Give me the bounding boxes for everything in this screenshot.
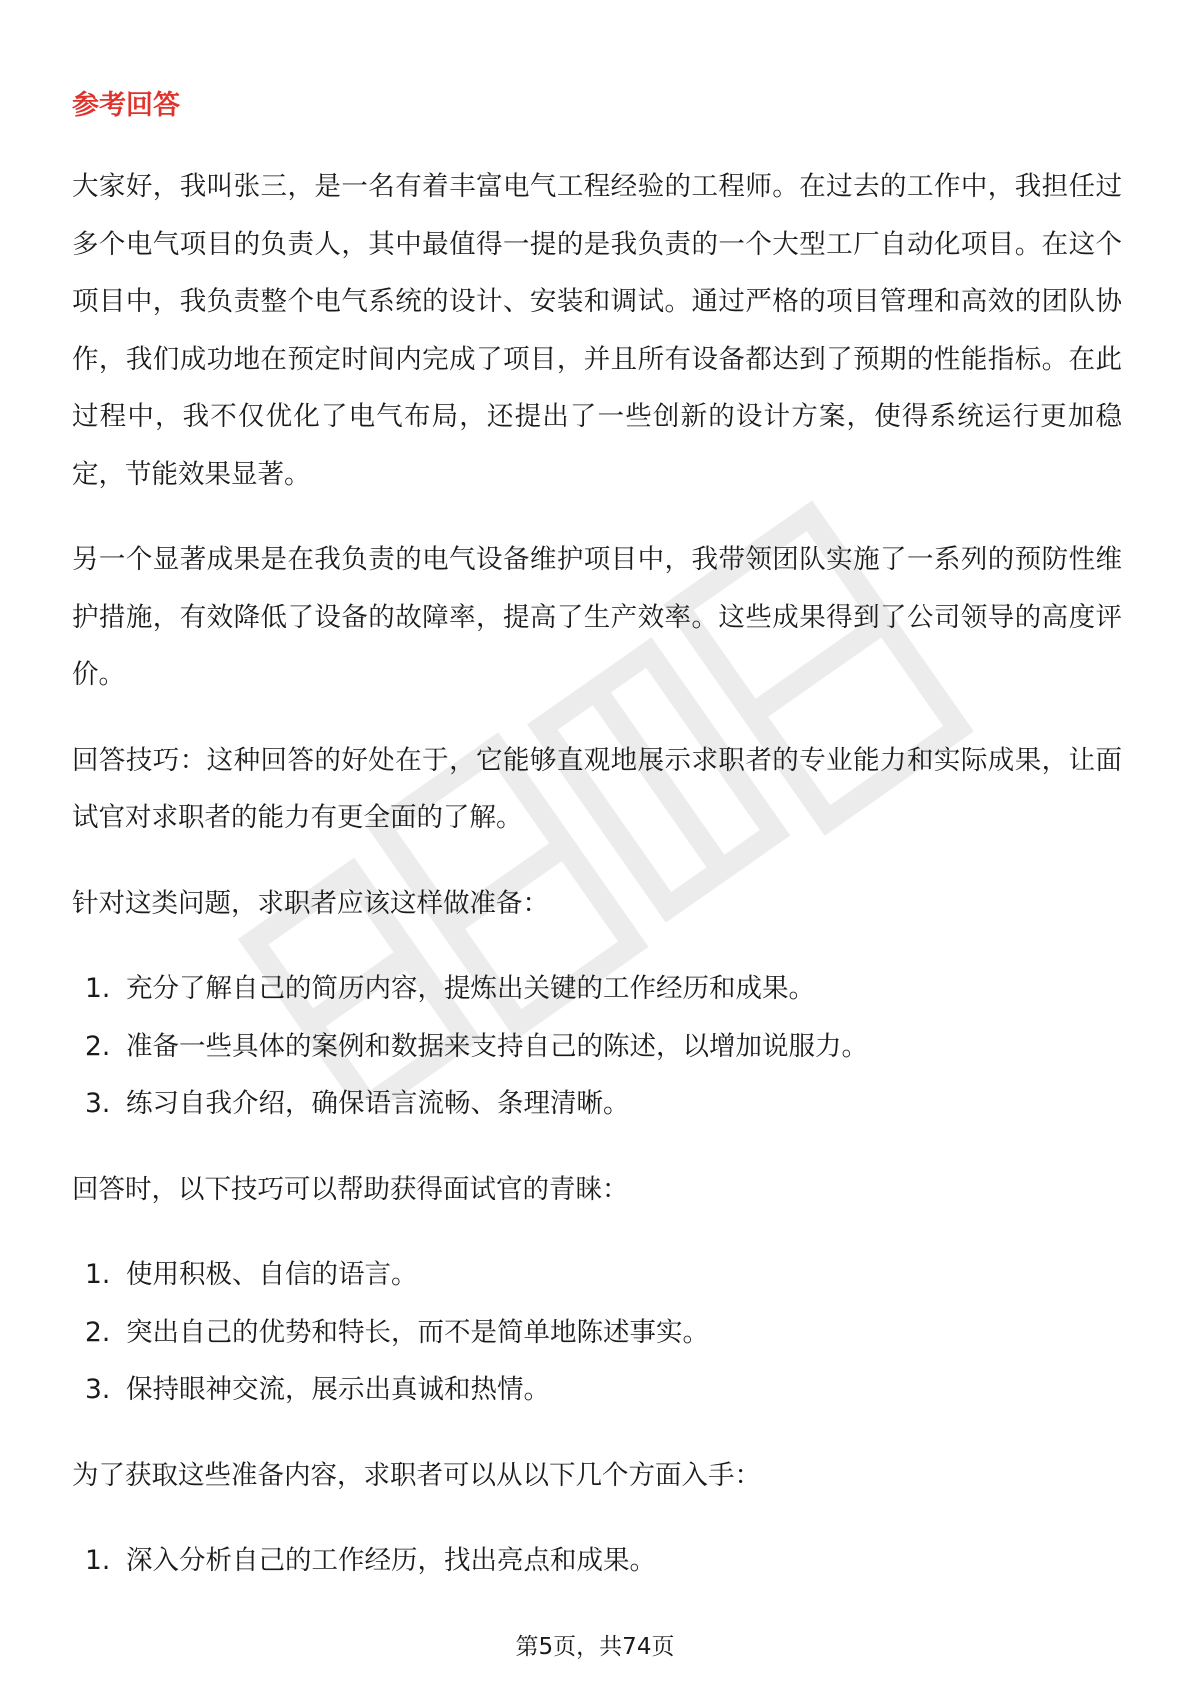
- list-item: 2. 准备一些具体的案例和数据来支持自己的陈述，以增加说服力。: [85, 1030, 868, 1062]
- tips-paragraph: 回答技巧：这种回答的好处在于，它能够直观地展示求职者的专业能力和实际成果，让面试官对求职者的能力有更全面的了解。: [72, 744, 1122, 833]
- sources-list: [72, 1532, 1122, 1590]
- main-content: [72, 82, 1122, 1618]
- answer-tips-intro: 回答时，以下技巧可以帮助获得面试官的青睐：: [72, 1173, 629, 1205]
- sources-intro: 为了获取这些准备内容，求职者可以从以下几个方面入手：: [72, 1459, 761, 1491]
- list-item: 2. 突出自己的优势和特长，而不是简单地陈述事实。: [85, 1316, 709, 1348]
- answer-paragraph-1: 大家好，我叫张三，是一名有着丰富电气工程经验的工程师。在过去的工作中，我担任过多个电气项目的负责人，其中最值得一提的是我负责的一个大型工厂自动化项目。在这个项目中，我负责整个电气系统的设计、安装和调试。通过严格的项目管理和高效的团队协作，我们成功地在预定时间内完成了项目，并且所有设备都达到了预期的性能指标。在此过程中，我不仅优化了电气布局，还提出了一些创新的设计方案，使得系统运行更加稳定，节能效果显著。: [72, 171, 1122, 490]
- answer-paragraph-2: 另一个显著成果是在我负责的电气设备维护项目中，我带领团队实施了一系列的预防性维护措施，有效降低了设备的故障率，提高了生产效率。这些成果得到了公司领导的高度评价。: [72, 544, 1122, 690]
- list-item: 1. 深入分析自己的工作经历，找出亮点和成果。: [85, 1545, 656, 1576]
- prep-intro: 针对这类问题，求职者应该这样做准备：: [72, 887, 549, 919]
- prep-list: [72, 960, 1122, 1133]
- list-item: 1. 充分了解自己的简历内容，提炼出关键的工作经历和成果。: [85, 973, 815, 1004]
- list-item: 3. 保持眼神交流，展示出真诚和热情。: [85, 1374, 550, 1405]
- answer-tips-list: [72, 1246, 1122, 1419]
- list-item: 3. 练习自我介绍，确保语言流畅、条理清晰。: [85, 1088, 630, 1119]
- list-item: 1. 使用积极、自信的语言。: [85, 1259, 418, 1290]
- section-heading: 参考回答: [72, 90, 180, 121]
- page-number: 第5页，共74页: [515, 1634, 675, 1660]
